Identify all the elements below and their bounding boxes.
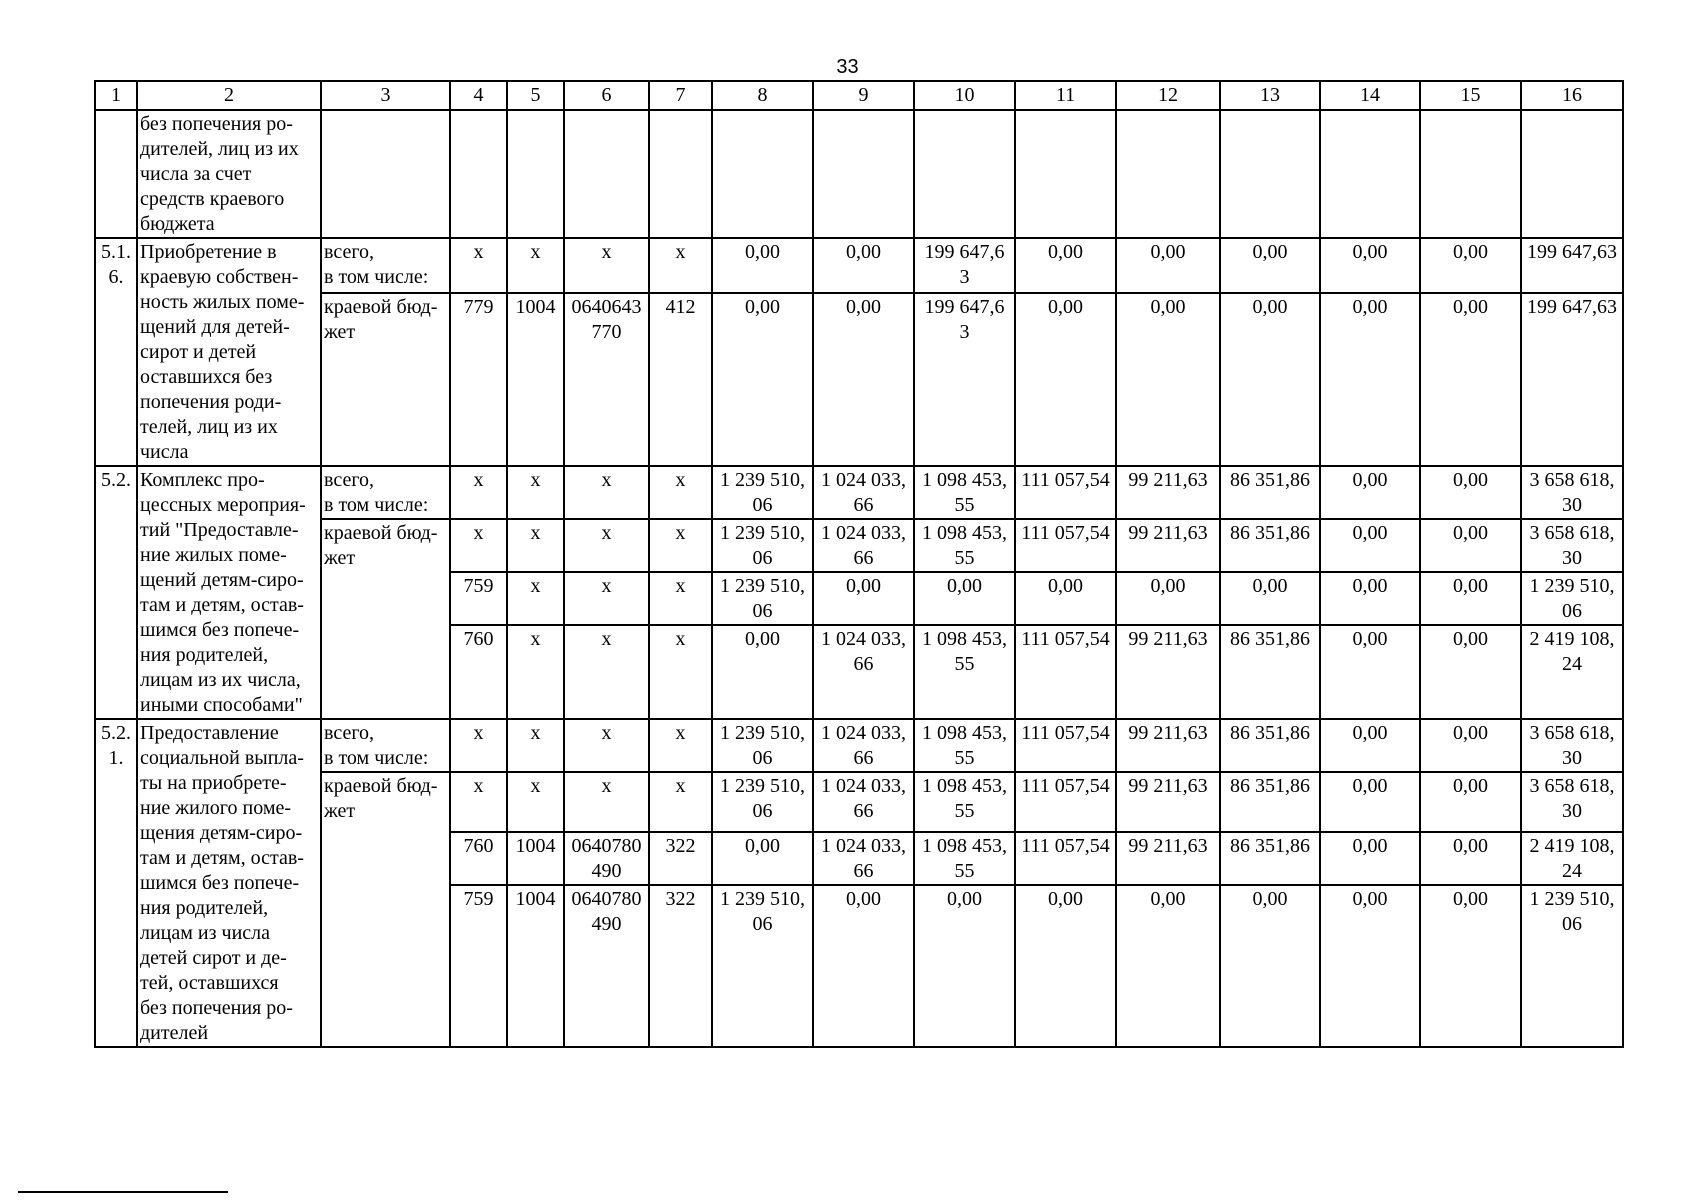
table-cell: 0,00	[1320, 719, 1420, 772]
table-cell: 0,00	[1420, 519, 1521, 572]
table-cell: 0,00	[813, 238, 914, 293]
table-cell: 759	[450, 885, 507, 1047]
table-cell: 86 351,86	[1220, 719, 1320, 772]
table-cell	[1015, 110, 1116, 238]
table-cell: x	[564, 719, 649, 772]
table-cell: 1 098 453, 55	[914, 832, 1015, 885]
column-header: 13	[1220, 81, 1320, 110]
table-cell: x	[564, 572, 649, 625]
table-cell: 1 239 510, 06	[712, 572, 813, 625]
table-cell: 99 211,63	[1116, 832, 1220, 885]
column-header: 16	[1521, 81, 1623, 110]
table-cell: краевой бюд- жет	[321, 519, 450, 719]
table-cell	[450, 110, 507, 238]
table-cell: 86 351,86	[1220, 832, 1320, 885]
table-cell	[1521, 110, 1623, 238]
column-header: 12	[1116, 81, 1220, 110]
table-cell: x	[649, 625, 712, 719]
table-cell: 322	[649, 832, 712, 885]
table-cell: x	[649, 572, 712, 625]
table-cell	[813, 110, 914, 238]
budget-table	[94, 80, 1624, 1048]
table-cell: x	[507, 625, 564, 719]
table-cell: 0,00	[1116, 293, 1220, 466]
table-cell: 0,00	[1015, 572, 1116, 625]
table-row	[95, 772, 1623, 832]
table-cell: 199 647,63	[1521, 238, 1623, 293]
table-cell: x	[450, 719, 507, 772]
table-cell: x	[450, 772, 507, 832]
table-cell: 111 057,54	[1015, 519, 1116, 572]
table-cell: 86 351,86	[1220, 519, 1320, 572]
table-row	[95, 238, 1623, 293]
table-cell: x	[507, 238, 564, 293]
table-cell: 111 057,54	[1015, 772, 1116, 832]
table-cell: 0640780 490	[564, 885, 649, 1047]
table-cell	[712, 110, 813, 238]
table-cell: 5.1. 6.	[95, 238, 137, 466]
footer-rule	[18, 1191, 228, 1193]
table-cell	[95, 110, 137, 238]
column-header: 14	[1320, 81, 1420, 110]
table-cell: 0,00	[813, 885, 914, 1047]
table-cell: 0,00	[1116, 572, 1220, 625]
table-cell: 0,00	[1320, 519, 1420, 572]
table-cell: 0,00	[914, 572, 1015, 625]
table-cell: x	[564, 466, 649, 519]
table-cell: 99 211,63	[1116, 519, 1220, 572]
table-cell: 1 239 510, 06	[712, 519, 813, 572]
header-row	[95, 81, 1623, 110]
table-cell: 322	[649, 885, 712, 1047]
table-cell: 5.2.	[95, 466, 137, 719]
table-cell: 0,00	[1220, 885, 1320, 1047]
table-cell: 0,00	[1320, 832, 1420, 885]
table-cell: Приобретение в краевую собствен- ность жилых поме- щений для детей- сирот и детей оставшихся без попечения роди- телей, лиц из их числа	[137, 238, 321, 466]
table-cell: 0,00	[813, 293, 914, 466]
table-cell	[649, 110, 712, 238]
table-cell: 760	[450, 625, 507, 719]
table-cell: 0,00	[1420, 238, 1521, 293]
table-cell: 759	[450, 572, 507, 625]
table-cell: 2 419 108, 24	[1521, 625, 1623, 719]
table-cell: x	[649, 719, 712, 772]
table-cell	[507, 110, 564, 238]
table-cell: 0,00	[712, 293, 813, 466]
table-cell: 0,00	[712, 832, 813, 885]
table-cell: 1 098 453, 55	[914, 625, 1015, 719]
table-cell: 2 419 108, 24	[1521, 832, 1623, 885]
table-cell: x	[507, 572, 564, 625]
table-cell: 0,00	[813, 572, 914, 625]
table-cell: 0,00	[1116, 238, 1220, 293]
table-cell: 86 351,86	[1220, 625, 1320, 719]
table-cell: 0640780 490	[564, 832, 649, 885]
table-cell: 1 239 510, 06	[712, 772, 813, 832]
table-cell: 779	[450, 293, 507, 466]
table-cell: 3 658 618, 30	[1521, 719, 1623, 772]
table-cell: 0,00	[1420, 772, 1521, 832]
table-cell: 1004	[507, 832, 564, 885]
table-row	[95, 293, 1623, 466]
table-cell: x	[507, 466, 564, 519]
table-cell: 0640643 770	[564, 293, 649, 466]
table-cell: 99 211,63	[1116, 625, 1220, 719]
table-cell: 0,00	[1015, 885, 1116, 1047]
table-cell: 0,00	[1320, 572, 1420, 625]
table-cell: 111 057,54	[1015, 719, 1116, 772]
table-cell	[1220, 110, 1320, 238]
table-cell: 99 211,63	[1116, 772, 1220, 832]
table-cell: 1004	[507, 293, 564, 466]
table-cell: 86 351,86	[1220, 466, 1320, 519]
table-row	[95, 519, 1623, 572]
column-header: 4	[450, 81, 507, 110]
column-header: 11	[1015, 81, 1116, 110]
table-cell: 0,00	[1320, 466, 1420, 519]
table-cell	[1420, 110, 1521, 238]
column-header: 9	[813, 81, 914, 110]
table-cell: 0,00	[914, 885, 1015, 1047]
table-cell: 3 658 618, 30	[1521, 772, 1623, 832]
table-cell: 99 211,63	[1116, 466, 1220, 519]
table-cell: x	[450, 238, 507, 293]
column-header: 7	[649, 81, 712, 110]
table-cell: 0,00	[1320, 772, 1420, 832]
table-cell: 1 024 033, 66	[813, 519, 914, 572]
table-cell: всего, в том числе:	[321, 466, 450, 519]
column-header: 5	[507, 81, 564, 110]
table-cell: всего, в том числе:	[321, 719, 450, 772]
table-cell: 1 098 453, 55	[914, 519, 1015, 572]
table-cell: 111 057,54	[1015, 625, 1116, 719]
table-cell: x	[649, 466, 712, 519]
table-cell: 1 239 510, 06	[712, 719, 813, 772]
table-cell: 0,00	[712, 625, 813, 719]
table-cell: Предоставление социальной выпла- ты на приобрете- ние жилого поме- щения детям-сиро- там и детям, остав- шимся без попече- ния родителей, лицам из числа детей сирот и де- тей, оставшихся без попечения ро- дителей	[137, 719, 321, 1047]
table-cell: x	[507, 772, 564, 832]
column-header: 1	[95, 81, 137, 110]
table-cell: 199 647,6 3	[914, 238, 1015, 293]
table-cell: 1 024 033, 66	[813, 466, 914, 519]
table-row	[95, 466, 1623, 519]
table-cell: 0,00	[1015, 238, 1116, 293]
table-cell: 1 239 510, 06	[712, 466, 813, 519]
table-cell: 412	[649, 293, 712, 466]
table-cell: 1004	[507, 885, 564, 1047]
table-cell: x	[564, 238, 649, 293]
table-cell: x	[450, 466, 507, 519]
table-row	[95, 110, 1623, 238]
table-cell: 0,00	[1320, 625, 1420, 719]
table-cell	[1320, 110, 1420, 238]
table-cell: 111 057,54	[1015, 466, 1116, 519]
page-number: 33	[836, 56, 859, 78]
table-cell: краевой бюд- жет	[321, 293, 450, 466]
table-cell: 0,00	[1420, 885, 1521, 1047]
table-cell: 1 239 510, 06	[712, 885, 813, 1047]
table-cell: 0,00	[1320, 885, 1420, 1047]
table-cell: x	[564, 625, 649, 719]
table-cell: 1 239 510, 06	[1521, 885, 1623, 1047]
column-header: 10	[914, 81, 1015, 110]
table-cell: 3 658 618, 30	[1521, 519, 1623, 572]
table-cell: 0,00	[1220, 572, 1320, 625]
table-cell: x	[564, 772, 649, 832]
table-cell: x	[450, 519, 507, 572]
table-cell: 0,00	[1015, 293, 1116, 466]
table-cell: x	[564, 519, 649, 572]
table-cell: 0,00	[1116, 885, 1220, 1047]
table-cell: 0,00	[1320, 238, 1420, 293]
table-cell: 0,00	[1420, 832, 1521, 885]
table-cell	[321, 110, 450, 238]
table-cell: x	[649, 772, 712, 832]
table-cell: x	[507, 519, 564, 572]
table-cell: 1 024 033, 66	[813, 832, 914, 885]
table-cell: 1 098 453, 55	[914, 719, 1015, 772]
table-cell: 199 647,6 3	[914, 293, 1015, 466]
table-cell	[564, 110, 649, 238]
column-header: 8	[712, 81, 813, 110]
table-cell: x	[507, 719, 564, 772]
table-cell: 1 098 453, 55	[914, 466, 1015, 519]
column-header: 15	[1420, 81, 1521, 110]
table-cell: 0,00	[1420, 625, 1521, 719]
table-cell: 1 098 453, 55	[914, 772, 1015, 832]
table-row	[95, 719, 1623, 772]
table-cell: x	[649, 238, 712, 293]
table-cell: 0,00	[1420, 293, 1521, 466]
table-cell: 99 211,63	[1116, 719, 1220, 772]
table-cell: 1 024 033, 66	[813, 719, 914, 772]
table-cell: 0,00	[1220, 293, 1320, 466]
table-cell: 0,00	[1220, 238, 1320, 293]
table-cell: 1 024 033, 66	[813, 625, 914, 719]
column-header: 3	[321, 81, 450, 110]
table-cell: 760	[450, 832, 507, 885]
table-cell: Комплекс про- цессных мероприя- тий "Предоставле- ние жилых поме- щений детям-сиро- там и детям, остав- шимся без попече- ния родителей, лицам из их числа, иными способами"	[137, 466, 321, 719]
table-cell: 0,00	[712, 238, 813, 293]
table-cell: краевой бюд- жет	[321, 772, 450, 1047]
column-header: 6	[564, 81, 649, 110]
table-cell: 1 239 510, 06	[1521, 572, 1623, 625]
table-cell: без попечения ро- дителей, лиц из их числа за счет средств краевого бюджета	[137, 110, 321, 238]
column-header: 2	[137, 81, 321, 110]
table-cell	[914, 110, 1015, 238]
table-cell: 0,00	[1320, 293, 1420, 466]
table-cell: 0,00	[1420, 466, 1521, 519]
table-cell: 199 647,63	[1521, 293, 1623, 466]
table-cell: x	[649, 519, 712, 572]
table-cell: 111 057,54	[1015, 832, 1116, 885]
table-cell: 1 024 033, 66	[813, 772, 914, 832]
table-cell: 0,00	[1420, 572, 1521, 625]
table-cell: всего, в том числе:	[321, 238, 450, 293]
table-cell: 3 658 618, 30	[1521, 466, 1623, 519]
table-cell: 86 351,86	[1220, 772, 1320, 832]
table-cell: 0,00	[1420, 719, 1521, 772]
table-cell: 5.2. 1.	[95, 719, 137, 1047]
table-cell	[1116, 110, 1220, 238]
